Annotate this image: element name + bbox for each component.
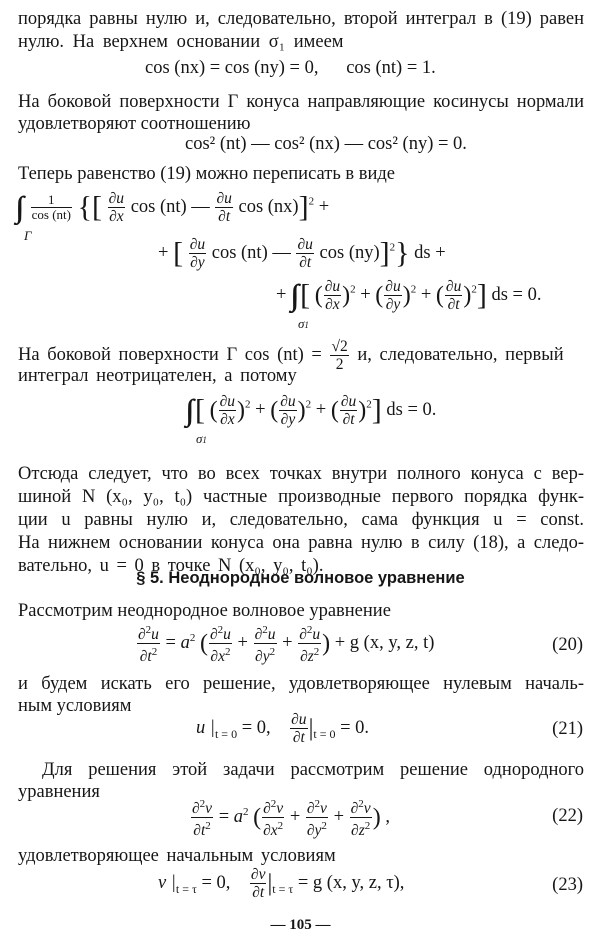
- text-line: уравнения: [18, 782, 100, 802]
- text-line: нулю. На верхнем основании σ₁ имеем: [18, 32, 344, 52]
- text-line: удовлетворяют соотношению: [18, 114, 251, 134]
- equation-number: (20): [552, 635, 583, 655]
- formula-23: v $|_{t = \tau} = 0$, $\frac{\partial v}{\partial t}$ $|_{t = \tau} = g$ (x, y, z, τ),: [158, 866, 405, 901]
- page-number: — 105 —: [270, 917, 331, 933]
- text-line: интеграл неотрицателен, а потому: [18, 366, 297, 386]
- text-line: На боковой поверхности Γ конуса направляющие косинусы нормали: [18, 92, 584, 112]
- formula-integral-gamma: $\frac{1}{\cos (nt)}$ {[ $\frac{\partial u}{\partial x}$ cos (nt) — $\frac{\partial u}{\partial t}$ cos (nx)]$^2$ +: [31, 190, 330, 225]
- text-line: Для решения этой задачи рассмотрим решение однородного: [42, 760, 584, 780]
- integral-subscript: σ1: [196, 431, 207, 446]
- formula-22: $\frac{\partial^2v}{\partial t^2}$ = $a^2$ ( $\frac{\partial^2v}{\partial x^2}$ + $\frac{\partial^2v}{\partial y^2}$ + $\frac{\partial^2v}{\partial z^2}$ ) ,: [192, 798, 390, 840]
- integral-subscript: Γ: [24, 228, 32, 243]
- section-heading: § 5. Неоднородное волновое уравнение: [136, 569, 465, 587]
- text-line: На боковой поверхности Γ cos (nt) = $\frac{√2}{2}$ и, следовательно, первый: [18, 338, 564, 373]
- formula-integral-result: [ ( $\frac{\partial u}{\partial x}$ )$^2$ + ( $\frac{\partial u}{\partial y}$ )$^2$ + ( $\frac{\partial u}{\partial t}$ )$^2$] ds = 0.: [195, 393, 437, 428]
- integral-subscript: σ1: [298, 316, 309, 331]
- text-line: порядка равны нулю и, следовательно, второй интеграл в (19) равен: [18, 9, 584, 29]
- formula-20: $\frac{\partial^2u}{\partial t^2}$ = $a^2$ ( $\frac{\partial^2u}{\partial x^2}$ + $\frac{\partial^2u}{\partial y^2}$ + $\frac{\partial^2u}{\partial z^2}$ ) + g (x, y, z, t): [138, 624, 435, 666]
- equation-number: (22): [552, 806, 583, 826]
- formula-integral-sigma: + [ ( $\frac{\partial u}{\partial x}$ )$^2$ + ( $\frac{\partial u}{\partial y}$ )$^2$ + ( $\frac{\partial u}{\partial t}$ )$^2$] ds = 0.: [276, 278, 542, 313]
- text-line: ным условиям: [18, 696, 132, 716]
- formula-21: u $|_{t = 0} = 0$, $\frac{\partial u}{\partial t}$ $|_{t = 0} = 0$.: [196, 711, 370, 746]
- text-line: вательно, u = 0 в точке N (x₀, y₀, t₀).: [18, 556, 324, 576]
- equation-number: (21): [552, 719, 583, 739]
- text-line: Рассмотрим неоднородное волновое уравнение: [18, 601, 391, 621]
- text-line: На нижнем основании конуса она равна нулю в силу (18), а следо-: [18, 533, 584, 553]
- text-line: Теперь равенство (19) можно переписать в виде: [18, 164, 396, 184]
- formula-cosines: cos² (nt) — cos² (nx) — cos² (ny) = 0.: [185, 134, 467, 154]
- text-line: ции u равны нулю и, следовательно, сама функция u = const.: [18, 510, 584, 530]
- text-line: удовлетворяющее начальным условиям: [18, 846, 336, 866]
- equation-number: (23): [552, 875, 583, 895]
- formula-upper-base: cos (nx) = cos (ny) = 0, cos (nt) = 1.: [145, 58, 436, 78]
- formula-integral-continued: + [ $\frac{\partial u}{\partial y}$ cos (nt) — $\frac{\partial u}{\partial t}$ cos (ny)]$^2$} ds +: [158, 236, 446, 271]
- text-line: Отсюда следует, что во всех точках внутри полного конуса с вер-: [18, 464, 584, 484]
- text-line: шиной N (x₀, y₀, t₀) частные производные первого порядка функ-: [18, 487, 584, 507]
- text-line: и будем искать его решение, удовлетворяющее нулевым началь-: [18, 674, 584, 694]
